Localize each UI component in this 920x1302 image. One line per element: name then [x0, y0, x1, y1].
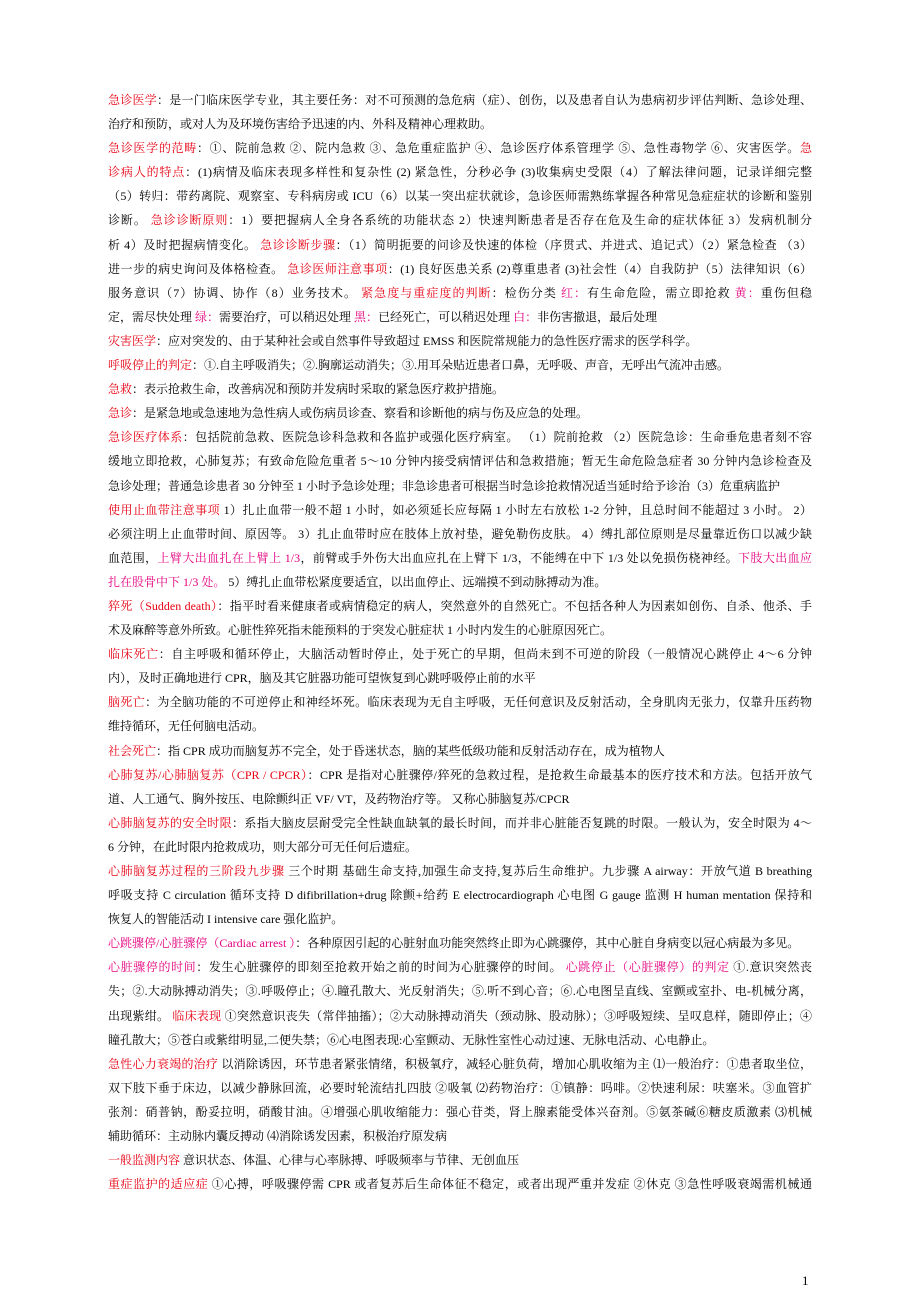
text-line: [108, 353, 812, 377]
body-text: 呼吸支持 C circulation 循环支持 D difibrillation+drug 除颤+给药 E electrocardiograph 心电图 G gauge 监测 H human mentation 保持和: [108, 888, 812, 903]
text-line: [108, 377, 812, 401]
text-line: [108, 88, 812, 112]
text-line: [108, 859, 812, 883]
body-text: 意识状态、体温、心律与心率脉搏、呼吸频率与节律、无创血压: [180, 1153, 520, 1168]
term-label: 重症监护的适应症: [108, 1177, 209, 1192]
highlight-text: 黑：: [354, 309, 379, 324]
body-text: 以消除诱因，环节患者紧张情绪，积极氧疗，减轻心脏负荷，增加心肌收缩为主 ⑴一般治疗：①患者取坐位，: [218, 1056, 812, 1071]
text-line: [108, 136, 812, 160]
body-text: 非伤害撤退，最后处理: [537, 309, 658, 324]
term-label: 社会死亡: [108, 743, 157, 758]
text-line: [108, 401, 812, 425]
body-text: ：CPR 是指对心脏骤停/猝死的急救过程，是抢救生命最基本的医疗技术和方法。包括开放气: [307, 767, 812, 782]
term-label: 呼吸停止的判定: [108, 358, 193, 373]
body-text: 维持循环，无任何脑电活动。: [108, 719, 265, 734]
body-text: 瞳孔散大；⑤苍白或紫绀明显,二便失禁；⑥心电图表现:心室颤动、无脉性室性心动过速、无脉电活动、心电静止。: [108, 1032, 715, 1047]
body-text: 术及麻醉等意外所致。心脏性猝死指未能预料的于突发心脏症状 1 小时内发生的心脏原因死亡。: [108, 623, 613, 638]
body-text: ：自主呼吸和循环停止，大脑活动暂时停止，处于死亡的早期，但尚未到不可逆的阶段（一般情况心跳停止 4～6 分钟: [158, 647, 812, 662]
body-text: 进一步的病史询问及体格检查。: [108, 261, 288, 276]
term-label: 使用止血带注意事项: [108, 502, 221, 517]
body-text: ①.意识突然丧: [729, 960, 812, 975]
body-text: 6 分钟，在此时限内抢救成功，则大部分可无任何后遗症。: [108, 839, 418, 854]
text-line: [108, 1148, 812, 1172]
body-text: ：是紧急地或急速地为急性病人或伤病员诊查、察看和诊断他的病与伤及应急的处理。: [132, 406, 589, 421]
body-text: 重伤但稳: [760, 285, 812, 300]
text-line: [108, 714, 812, 738]
text-line: [108, 979, 812, 1003]
body-text: ：各种原因引起的心脏射血功能突然终止即为心跳骤停，其中心脏自身病变以冠心病最为多见。: [295, 936, 800, 951]
body-text: ：为全脑功能的不可逆停止和神经坏死。临床表现为无自主呼吸，无任何意识及反射活动，全身肌肉无张力，仅靠升压药物: [145, 695, 812, 710]
body-text: ，前臂或手外伤大出血应扎在上臂下 1/3，不能缚在中下 1/3 处以免损伤桡神经。: [300, 550, 739, 565]
text-line: [108, 449, 812, 473]
text-line: [108, 763, 812, 787]
body-text: ：指平时看来健康者或病情稳定的病人，突然意外的自然死亡。不包括各种人为因素如创伤、自杀、他杀、手: [217, 598, 812, 613]
body-text: 诊断。: [108, 213, 151, 228]
body-text: 已经死亡，可以稍迟处理: [378, 309, 514, 324]
text-line: [108, 1100, 812, 1124]
text-line: [108, 642, 812, 666]
text-line: [108, 1028, 812, 1052]
text-line: [108, 1124, 812, 1148]
document-body: [108, 88, 812, 1196]
text-line: [108, 546, 812, 570]
term-label: 急诊: [108, 406, 133, 421]
text-line: [108, 498, 812, 522]
body-text: ：表示抢救生命，改善病况和预防并发病时采取的紧急医疗救护措施。: [132, 382, 505, 397]
body-text: ：应对突发的、由于某种社会或自然事件导致超过 EMSS 和医院常规能力的急性医疗需求的医学科学。: [156, 333, 698, 348]
body-text: 缓地立即抢救，心肺复苏；有致命危险危重者 5～10 分钟内接受病情评估和急救措施；暂无生命危险急症者 30 分钟内急诊检查及: [108, 454, 812, 469]
body-text: 急诊处理；普通急诊患者 30 分钟至 1 小时予急诊处理；非急诊患者可根据当时急诊抢救情况适当延时给予诊治（3）危重病监护: [108, 478, 781, 493]
term-label: 脑死亡: [108, 695, 146, 710]
body-text: ：系指大脑皮层耐受完全性缺血缺氧的最长时间，而并非心脏能否复跳的时限。一般认为，安全时限为 4～: [232, 815, 812, 830]
text-line: [108, 907, 812, 931]
term-label: 急诊医师注意事项: [287, 261, 388, 276]
highlight-text: 红：: [560, 285, 588, 300]
body-text: 服务意识（7）协调、协作（8）业务技术。: [108, 285, 362, 300]
body-text: ：发生心脏骤停的即刻至抢救开始之前的时间为心脏骤停的时间。: [196, 960, 566, 975]
body-text: 治疗和预防，或对人为及环境伤害给予迅速的内、外科及精神心理救助。: [108, 117, 493, 132]
text-line: [108, 883, 812, 907]
text-line: [108, 1004, 812, 1028]
term-label: 临床死亡: [108, 647, 159, 662]
body-text: ：包括院前急救、医院急诊科急救和各监护或强化医疗病室。 （1）院前抢救 （2）医院急诊：生命垂危患者刻不容: [182, 430, 812, 445]
term-label: 急性心力衰竭的治疗: [108, 1056, 219, 1071]
text-line: [108, 160, 812, 184]
text-line: [108, 329, 812, 353]
text-line: [108, 1172, 812, 1196]
text-line: [108, 690, 812, 714]
text-line: [108, 787, 812, 811]
body-text: ：指 CPR 成功而脑复苏不完全，处于昏迷状态，脑的某些低级功能和反射活动存在，成为植物人: [156, 743, 665, 758]
text-line: [108, 305, 812, 329]
body-text: ：检伤分类: [491, 285, 561, 300]
highlight-text: 黄：: [734, 285, 761, 300]
body-text: 血范围，: [108, 550, 158, 565]
body-text: ：(1)病情及临床表现多样性和复杂性 (2) 紧急性，分秒必争 (3)收集病史受限（4）了解法律问题，记录详细完整: [185, 165, 812, 180]
term-label: 灾害医学: [108, 333, 157, 348]
highlight-text: 心跳停止（心脏骤停）的判定: [565, 960, 730, 975]
term-label: 急诊医疗体系: [108, 430, 183, 445]
term-label: 心肺脑复苏的安全时限: [108, 815, 233, 830]
text-line: [108, 835, 812, 859]
body-text: ：（1）简明扼要的问诊及快速的体检（序贯式、并进式、追记式）（2）紧急检查 （3）: [335, 237, 812, 252]
term-label: 紧急度与重症度的判断: [361, 285, 492, 300]
text-line: [108, 233, 812, 257]
text-line: [108, 811, 812, 835]
body-text: 有生命危险，需立即抢救: [587, 285, 735, 300]
term-label: 一般监测内容: [108, 1153, 181, 1168]
body-text: 5）缚扎止血带松紧度要适宜，以出血停止、远端摸不到动脉搏动为准。: [225, 574, 607, 589]
page-number: 1: [802, 1273, 809, 1288]
term-label: 诊病人的特点: [108, 165, 186, 180]
body-text: 内），及时正确地进行 CPR，脑及其它脏器功能可望恢复到心跳呼吸停止前的水平: [108, 671, 536, 686]
text-line: [108, 522, 812, 546]
term-label: 急: [799, 141, 812, 156]
body-text: 辅助循环：主动脉内囊反搏动 ⑷消除诱发因素，积极治疗原发病: [108, 1129, 448, 1144]
body-text: 恢复人的智能活动 I intensive care 强化监护。: [108, 912, 344, 927]
body-text: 张剂：硝普钠，酚妥拉明，硝酸甘油。④增强心肌收缩能力：强心苷类，肾上腺素能受体兴奋剂。⑤氨茶碱⑥糖皮质激素 ⑶机械: [108, 1104, 812, 1119]
text-line: [108, 570, 812, 594]
text-line: [108, 474, 812, 498]
body-text: 1）扎止血带一般不超 1 小时，如必须延长应每隔 1 小时左右放松 1-2 分钟，且总时间不能超过 3 小时。 2）: [220, 502, 812, 517]
text-line: [108, 184, 812, 208]
highlight-text: 心跳骤停/心脏骤停（Cardiac arrest ）: [108, 936, 296, 951]
body-text: 失；②.大动脉搏动消失；③.呼吸停止；④.瞳孔散大、光反射消失；⑤.听不到心音；⑥.心电图呈直线、室颤或室扑、电-机械分离，: [108, 984, 812, 999]
body-text: 双下肢下垂于床边，以减少静脉回流，必要时轮流结扎四肢 ②吸氧 ⑵药物治疗：①镇静：吗啡。②快速利尿：呋塞米。③血管扩: [108, 1080, 812, 1095]
text-line: [108, 425, 812, 449]
text-line: [108, 739, 812, 763]
highlight-text: 上臂大出血扎在上臂上 1/3: [157, 550, 301, 565]
text-line: [108, 281, 812, 305]
body-text: 析 4）及时把握病情变化。: [108, 237, 261, 252]
body-text: ：是一门临床医学专业，其主要任务：对不可预测的急危病（症）、创伤，以及患者自认为患病初步评估判断、急诊处理、: [156, 93, 812, 107]
term-label: 猝死（Sudden death）: [108, 598, 218, 613]
body-text: 出现紫绀。: [108, 1008, 173, 1023]
body-text: ：(1) 良好医患关系 (2)尊重患者 (3)社会性（4）自我防护（5）法律知识（6）: [387, 261, 812, 276]
body-text: 定，需尽快处理: [108, 309, 196, 324]
text-line: [108, 1076, 812, 1100]
highlight-text: 下肢大出血应: [738, 550, 812, 565]
body-text: 三个时期 基础生命支持,加强生命支持,复苏后生命维护。九步骤 A airway：开放气道 B breathing: [284, 864, 812, 878]
term-label: 急诊医学的范畴: [108, 141, 197, 156]
text-line: [108, 1052, 812, 1076]
text-line: [108, 208, 812, 232]
body-text: 需要治疗，可以稍迟处理: [219, 309, 355, 324]
text-line: [108, 931, 812, 955]
body-text: ：①、院前急救 ②、院内急救 ③、急危重症监护 ④、急诊医疗体系管理学 ⑤、急性毒物学 ⑥、灾害医学。: [196, 141, 800, 156]
term-label: 临床表现: [172, 1008, 222, 1023]
text-line: [108, 257, 812, 281]
text-line: [108, 594, 812, 618]
term-label: 心肺脑复苏过程的三阶段九步骤: [108, 864, 285, 878]
highlight-text: 绿：: [195, 309, 220, 324]
body-text: ：1）要把握病人全身各系统的功能状态 2）快速判断患者是否存在危及生命的症状体征 3）发病机制分: [228, 213, 812, 228]
text-line: [108, 618, 812, 642]
highlight-text: 心脏骤停的时间: [108, 960, 197, 975]
body-text: 必须注明上止血带时间、原因等。 3）扎止血带时应在肢体上放衬垫，避免勒伤皮肤。 4）缚扎部位原则是尽量靠近伤口以减少缺: [108, 526, 812, 541]
term-label: 急救: [108, 382, 133, 397]
term-label: 心肺复苏/心肺脑复苏（CPR / CPCR）: [108, 767, 308, 782]
highlight-text: 白：: [513, 309, 538, 324]
term-label: 急诊诊断步骤: [260, 237, 336, 252]
body-text: ：①.自主呼吸消失；②.胸廓运动消失；③.用耳朵贴近患者口鼻，无呼吸、声音，无呼出气流冲击感。: [192, 358, 730, 373]
text-line: [108, 666, 812, 690]
body-text: ①心搏，呼吸骤停需 CPR 或者复苏后生命体征不稳定，或者出现严重并发症 ②休克 ③急性呼吸衰竭需机械通: [208, 1177, 812, 1192]
text-line: [108, 112, 812, 136]
body-text: 道、人工通气、胸外按压、电除颤纠正 VF/ VT，及药物治疗等。 又称心肺脑复苏/CPCR: [108, 791, 570, 806]
highlight-text: 扎在股骨中下 1/3 处。: [108, 574, 226, 589]
text-line: [108, 955, 812, 979]
body-text: （5）转归：带药离院、观察室、专科病房或 ICU（6）以某一突出症状就诊，急诊医师需熟练掌握各种常见急症症状的诊断和鉴别: [108, 189, 812, 204]
term-label: 急诊诊断原则: [150, 213, 229, 228]
body-text: ①突然意识丧失（常伴抽搐）；②大动脉搏动消失（颈动脉、股动脉）；③呼吸短续、呈叹息样，随即停止；④: [221, 1008, 812, 1023]
term-label: 急诊医学: [108, 93, 157, 107]
